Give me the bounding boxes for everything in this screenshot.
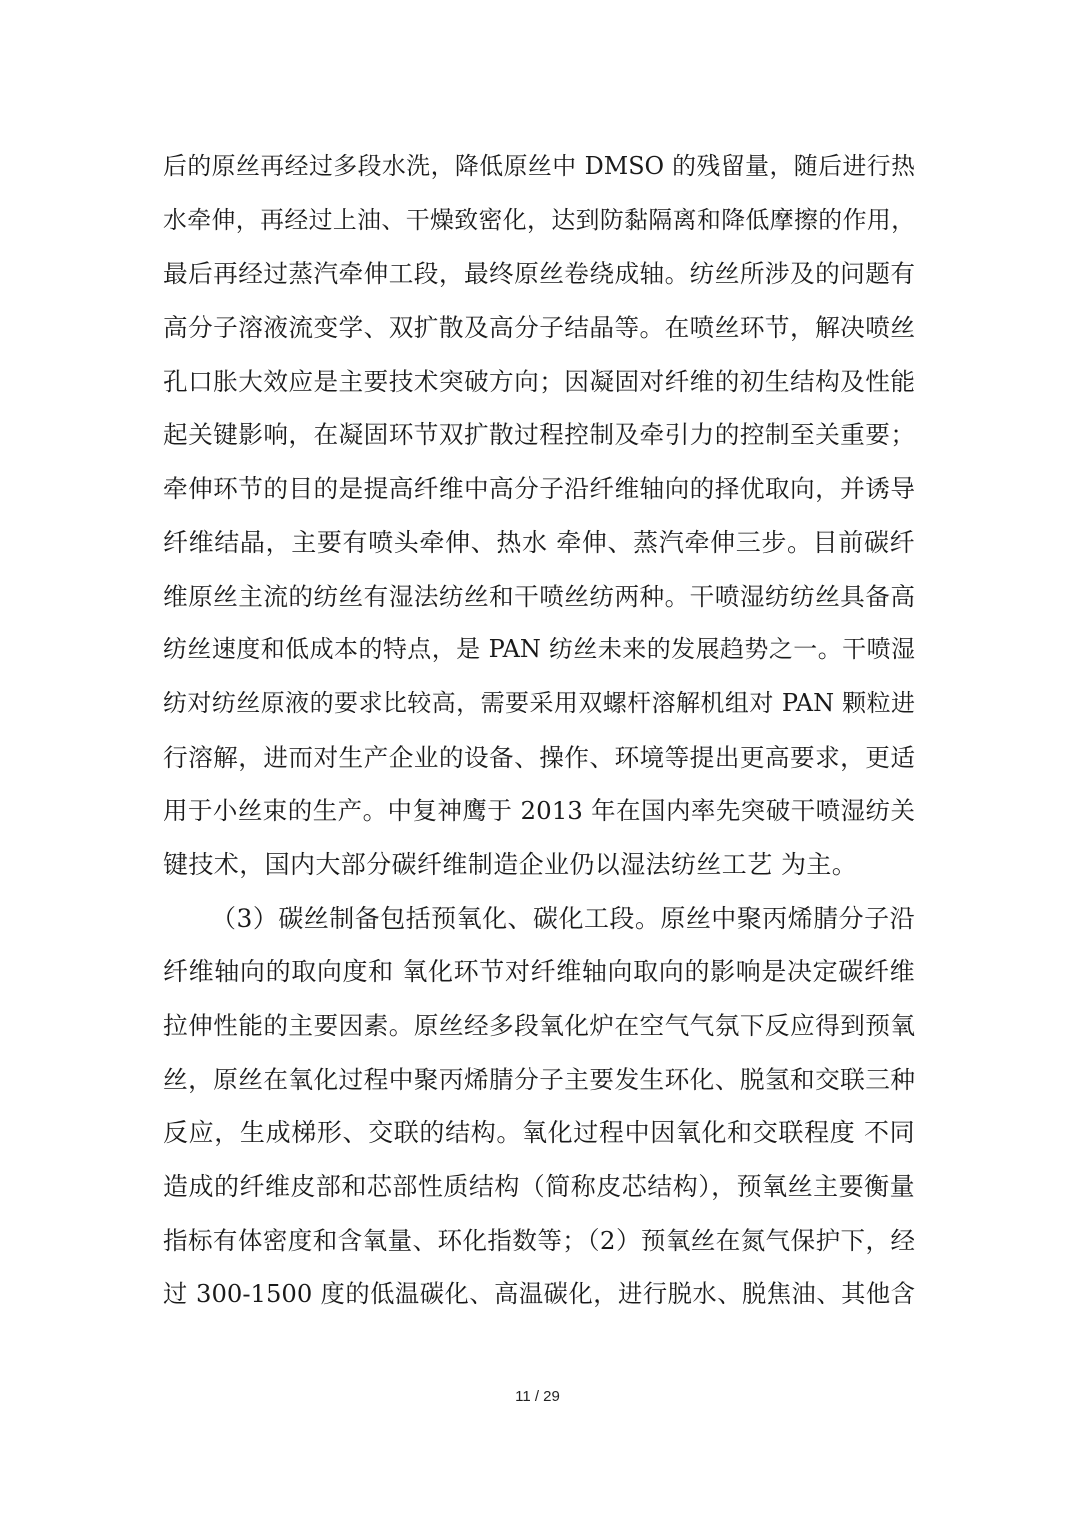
text-line: 水牵伸，再经过上油、干燥致密化，达到防黏隔离和降低摩擦的作用，: [163, 205, 915, 234]
text-line: 用于小丝束的生产。中复神鹰于 2013 年在国内率先突破干喷湿纺关: [163, 796, 915, 826]
text-line: 丝，原丝在氧化过程中聚丙烯腈分子主要发生环化、脱氢和交联三种: [163, 1064, 915, 1094]
page-footer: [0, 1388, 1075, 1405]
paragraph-2: [163, 892, 915, 1322]
text-line: 造成的纤维皮部和芯部性质结构（简称皮芯结构），预氧丝主要衡量: [163, 1172, 915, 1202]
paragraph-1: [163, 140, 915, 892]
text-line: 键技术，国内大部分碳纤维制造企业仍以湿法纺丝工艺 为主。: [163, 849, 858, 879]
body-text: [163, 140, 915, 1321]
text-line: 过 300-1500 度的低温碳化、高温碳化，进行脱水、脱焦油、其他含: [163, 1279, 915, 1309]
text-line: 纤维轴向的取向度和 氧化环节对纤维轴向取向的影响是决定碳纤维: [163, 957, 915, 987]
page-number: 11 / 29: [515, 1388, 560, 1405]
text-line: （3）碳丝制备包括预氧化、碳化工段。原丝中聚丙烯腈分子沿: [211, 903, 915, 933]
text-line: 纺丝速度和低成本的特点，是 PAN 纺丝未来的发展趋势之一。干喷湿: [163, 635, 915, 664]
text-line: 最后再经过蒸汽牵伸工段，最终原丝卷绕成轴。纺丝所涉及的问题有: [163, 259, 915, 289]
text-line: 起关键影响，在凝固环节双扩散过程控制及牵引力的控制至关重要；: [163, 420, 915, 450]
text-line: 指标有体密度和含氧量、环化指数等；（2）预氧丝在氮气保护下，经: [163, 1225, 915, 1255]
text-line: 维原丝主流的纺丝有湿法纺丝和干喷丝纺两种。干喷湿纺纺丝具备高: [163, 581, 915, 611]
text-line: 纤维结晶，主要有喷头牵伸、热水 牵伸、蒸汽牵伸三步。目前碳纤: [163, 527, 915, 557]
text-line: 纺对纺丝原液的要求比较高，需要采用双螺杆溶解机组对 PAN 颗粒进: [163, 688, 915, 717]
text-line: 高分子溶液流变学、双扩散及高分子结晶等。在喷丝环节，解决喷丝: [163, 313, 915, 343]
text-line: 行溶解，进而对生产企业的设备、操作、环境等提出更高要求，更适: [163, 742, 915, 772]
text-line: 牵伸环节的目的是提高纤维中高分子沿纤维轴向的择优取向，并诱导: [163, 474, 915, 504]
text-line: 拉伸性能的主要因素。原丝经多段氧化炉在空气气氛下反应得到预氧: [163, 1011, 915, 1040]
text-line: 反应，生成梯形、交联的结构。氧化过程中因氧化和交联程度 不同: [163, 1118, 915, 1148]
text-line: 孔口胀大效应是主要技术突破方向；因凝固对纤维的初生结构及性能: [163, 366, 915, 396]
text-line: 后的原丝再经过多段水洗，降低原丝中 DMSO 的残留量，随后进行热: [163, 152, 915, 180]
